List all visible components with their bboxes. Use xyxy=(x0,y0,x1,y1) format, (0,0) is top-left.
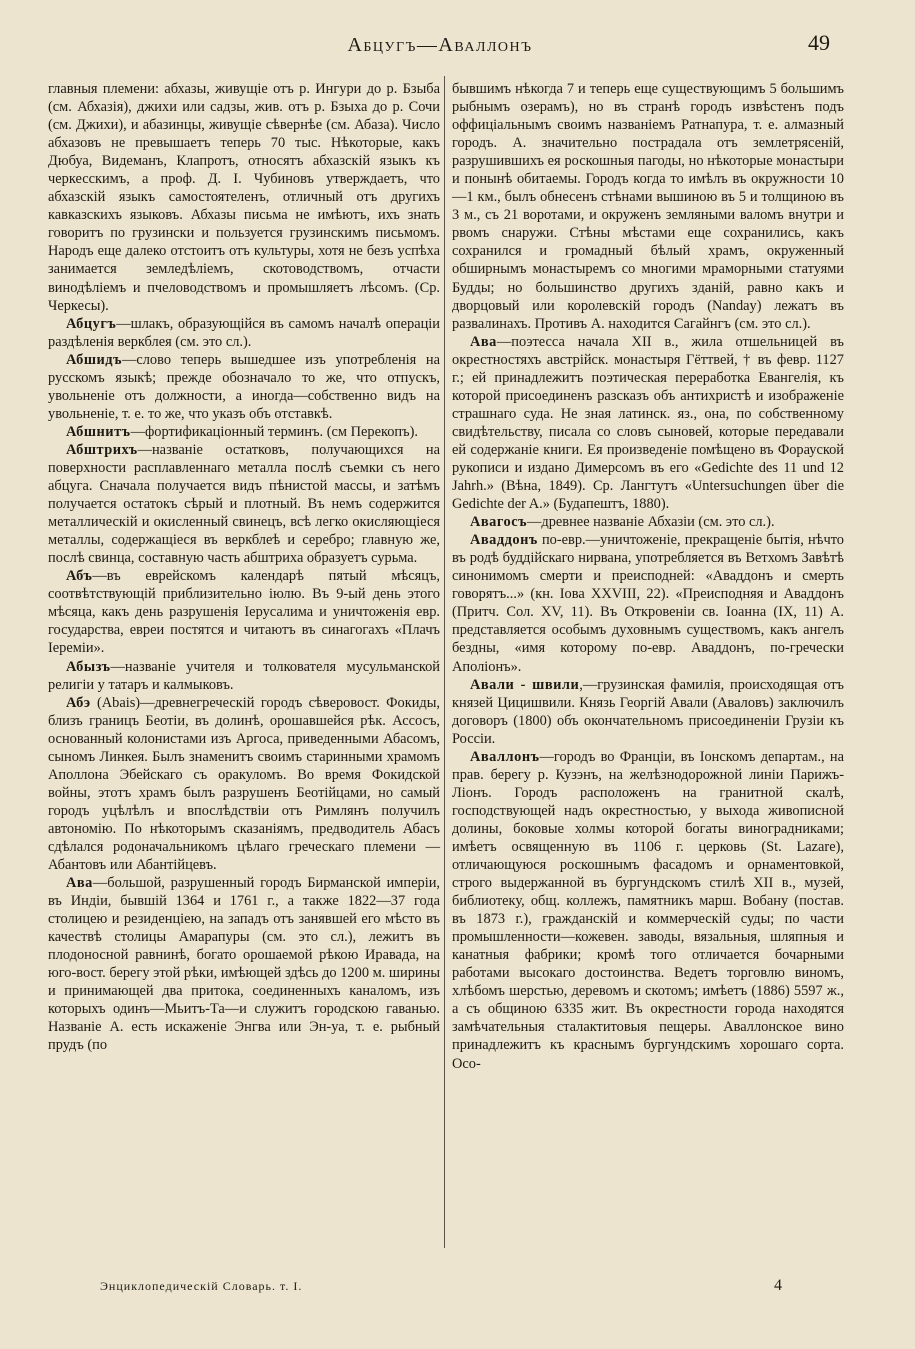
dictionary-entry xyxy=(48,658,440,694)
entry-text: —названіе остатковъ, получающихся на поверхности расплавленнаго металла послѣ съемки съ него абцуга. Сначала получается видъ пѣнистой массы, и затѣмъ получается остатокъ сѣрый и плотный. Въ немъ содержится металлическій и окисленный свинецъ, всѣ легко окисляющіеся металлы, содержащіеся въ веркблеѣ и серебро; главную же, послѣ свинца, составную часть абштриха образуетъ сурьма. xyxy=(48,441,440,567)
running-title: Абцугъ—Аваллонъ xyxy=(347,34,533,56)
entry-text: —древнее названіе Абхазіи (см. это сл.). xyxy=(527,514,775,531)
entry-headword: Абызъ xyxy=(66,658,111,675)
entry-text: (Abais)—древнегреческій городъ сѣверовост. Фокиды, близъ границъ Беотіи, въ долинѣ, орошавшейся рѣк. Ассосъ, основанный колонистами изъ Аргоса, приведенными Абасомъ, сыномъ Линкея. Былъ знаменитъ своимъ старинными храмомъ Аполлона Эбейскаго съ оракуломъ. Во время Фокидской войны, этотъ храмъ былъ разрушенъ Беотійцами, но самый городъ уцѣлѣлъ и впослѣдствіи отъ Римлянъ получилъ автономію. По нѣкоторымъ сказаніямъ, предводитель Абасъ сдѣлался родоначальникомъ цѣлаго греческаго племени — Абантовъ или Абантійцевъ. xyxy=(48,694,440,874)
dictionary-entry xyxy=(452,748,844,1073)
entry-text: главныя племени: абхазы, живущіе отъ р. Ингури до р. Бзыба (см. Абхазія), джихи или садзы, жив. отъ р. Бзыха до р. Сочи (см. Джихи), и абазинцы, живущіе сѣвернѣе (см. Абаза). Число абхазовъ не превышаетъ теперь 70 тыс. Нѣкоторые, какъ Дюбуа, Видеманъ, Клапротъ, относятъ абхазскій языкъ къ черкесскимъ, а проф. Д. І. Чубиновъ утверждаетъ, что абхазскій языкъ самостоятеленъ, отличный отъ другихъ кавказскихъ языковъ. Абхазы письма не имѣютъ, ихъ знать говоритъ по грузински и пользуется грузинскимъ письмомъ. Народъ еще далеко отстоитъ отъ культуры, хотя не безъ успѣха занимается земледѣліемъ, скотоводствомъ, отчасти винодѣліемъ и пчеловодствомъ и промышляетъ лѣсомъ. (Ср. Черкесы). xyxy=(48,81,440,314)
entry-text: —фортификаціонный терминъ. (см Перекопъ). xyxy=(130,423,418,440)
entry-headword: Аваллонъ xyxy=(470,748,540,765)
running-head xyxy=(0,30,915,64)
entry-text: —въ еврейскомъ календарѣ пятый мѣсяцъ, соотвѣтствующій приблизительно іюлю. Въ 9-ый день этого мѣсяца, какъ день разрушенія Іерусалима и уничтоженія евр. государства, евреи постятся и читаютъ въ синагогахъ «Плачъ Іереміи». xyxy=(48,568,440,657)
dictionary-entry xyxy=(452,676,844,748)
entry-text: —поэтесса начала XII в., жила отшельницей въ окрестностяхъ австрійск. монастыря Гёттвей, † въ февр. 1127 г.; ей принадлежитъ поэтическая переработка Евангелія, къ которой присоединенъ разсказъ объ антихристѣ и изображеніе страшнаго суда. Не зная латинск. яз., она, по собственному свидѣтельству, писала со словъ сыновей, которые передавали ей содержаніе книги. Ея произведеніе помѣщено въ Форауской рукописи и издано Димерсомъ въ его «Gedichte des 11 und 12 Jahrh.» (Вѣна, 1849). Ср. Лангтутъ «Untersuchungen über die Gedichte der A.» (Будапештъ, 1880). xyxy=(452,333,844,513)
dictionary-entry xyxy=(48,874,440,1054)
entry-headword: Авали - швили xyxy=(470,676,580,693)
dictionary-entry xyxy=(48,567,440,657)
entry-text: —шлакъ, образующійся въ самомъ началѣ операціи раздѣленія веркблея (см. это сл.). xyxy=(48,315,440,350)
entry-headword: Абъ xyxy=(66,568,93,585)
dictionary-entry xyxy=(48,441,440,567)
entry-headword: Абшидъ xyxy=(66,351,122,368)
entry-headword: Абэ xyxy=(66,694,91,711)
entry-headword: Ава xyxy=(66,875,93,892)
page-footer xyxy=(0,1279,915,1301)
dictionary-entry xyxy=(48,315,440,351)
left-column xyxy=(48,80,440,1055)
entry-text: бывшимъ нѣкогда 7 и теперь еще существующимъ 5 большимъ рыбнымъ озерамъ), но въ странѣ городъ извѣстенъ подъ оффиціальнымъ своимъ названіемъ Ратнапура, т. е. алмазный городъ. А. значительно пострадала отъ землетрясеній, разрушившихъ ея роскошныя пагоды, но нѣкоторые монастыри и понынѣ обитаемы. Городъ когда то имѣлъ въ окружности 10—1 км., былъ обнесенъ стѣнами вышиною въ 5 и толщиною въ 3 м., съ 21 воротами, и окруженъ земляными валомъ внутри и рвомъ снаружи. Стѣны мѣстами еще сохранились, какъ сохранился и громадный бѣлый храмъ, окруженный обширнымъ монастыремъ со многими мраморными статуями Будды; но большинство другихъ зданій, равно какъ и дворцовый или королевскій городъ (Nanday) лежатъ въ развалинахъ. Противъ А. находится Сагайнгъ (см. это сл.). xyxy=(452,81,844,332)
publication-title: Энциклопедическій Словарь. т. I. xyxy=(100,1279,303,1293)
continued-entry xyxy=(48,80,440,315)
dictionary-entry xyxy=(48,423,440,441)
signature-mark: 4 xyxy=(774,1277,782,1294)
entry-headword: Аваддонъ xyxy=(470,532,538,549)
entry-text: —большой, разрушенный городъ Бирманской имперіи, въ Индіи, бывшій 1364 и 1761 г., а также 1822—37 года столицею и резиденціею, на западъ отъ занявшей его мѣсто въ качествѣ столицы Амарапуры (см. это сл.), лежитъ въ плодоносной равнинѣ, богато орошаемой рѣкою Иравада, на юго-вост. берегу этой рѣки, имѣющей здѣсь до 1200 м. ширины и принимающей два притока, соединенныхъ каналомъ, изъ которыхъ одинъ—Мьитъ-Та—и служитъ городскою гаванью. Названіе А. есть искаженіе Энгва или Эн-уа, т. е. рыбный прудъ (по xyxy=(48,875,440,1054)
entry-text: по-евр.—уничтоженіе, прекращеніе бытія, нѣчто въ родѣ буддійскаго нирвана, употребляется въ Ветхомъ Завѣтѣ синонимомъ смерти и преисподней: «Аваддонъ и смерть говорятъ...» (кн. Іова XXVIII, 22). «Преисподняя и Аваддонъ (Притч. Сол. XV, 11). Въ Откровеніи св. Іоанна (IX, 11) А. представляется особымъ духовнымъ существомъ, какъ ангелъ бездны, «имя которому по-евр. Аваддонъ, по-гречески Аполіонъ». xyxy=(452,532,844,675)
entry-text: —названіе учителя и толкователя мусульманской религіи у татаръ и калмыковъ. xyxy=(48,658,440,693)
entry-headword: Абцугъ xyxy=(66,315,117,332)
column-divider xyxy=(444,76,445,1248)
entry-text: ,—грузинская фамилія, происходящая отъ князей Цицишвили. Князь Георгій Авали (Аваловъ) заключилъ договоръ (1800) объ окончательномъ присоединеніи Грузіи къ Россіи. xyxy=(452,676,844,747)
dictionary-entry xyxy=(452,513,844,531)
right-column xyxy=(452,80,844,1073)
entry-headword: Ава xyxy=(470,333,497,350)
entry-headword: Авагосъ xyxy=(470,514,528,531)
continued-entry xyxy=(452,80,844,333)
dictionary-entry xyxy=(48,351,440,423)
dictionary-entry xyxy=(452,531,844,675)
entry-headword: Абшнитъ xyxy=(66,423,131,440)
entry-text: —слово теперь вышедшее изъ употребленія на русскомъ языкѣ; прежде обозначало то же, что отпускъ, увольненіе отъ должности, а иногда—собственно видъ на увольненіе, т. е. то же, что указъ объ отставкѣ. xyxy=(48,351,440,422)
entry-headword: Абштрихъ xyxy=(66,441,138,458)
page-number: 49 xyxy=(808,30,830,55)
dictionary-entry xyxy=(48,694,440,874)
entry-text: —городъ во Франціи, въ Іонскомъ департам., на прав. берегу р. Кузэнъ, на желѣзнодорожной линіи Парижъ-Ліонъ. Городъ расположенъ на гранитной скалѣ, господствующей надъ окрестностью, у выхода живописной долины, боковые холмы которой богаты виноградниками; имѣетъ освященную въ 1106 г. церковь (St. Lazare), отличающуюся роскошнымъ фасадомъ и орнаментовкой, строго выдержанной въ бургундскомъ стилѣ XII в., музей, библиотеку, общ. коллежъ, памятникъ марш. Вобану (постав. въ 1873 г.), гражданскій и коммерческій суды; по части промышленности—кожевен. заводы, вязальныя, шляпныя и канатныя фабрики; кромѣ того отличается бочарными работами высокаго достоинства. Ведетъ торговлю виномъ, хлѣбомъ шерстью, деревомъ и скотомъ; имѣетъ (1886) 5597 ж., а съ общиною 6335 жит. Въ окрестности города находятся замѣчательныя сталактитовыя пещеры. Аваллонское вино принадлежитъ къ краснымъ бургундскимъ хорошаго сорта. Осо- xyxy=(452,748,844,1072)
dictionary-entry xyxy=(452,333,844,513)
